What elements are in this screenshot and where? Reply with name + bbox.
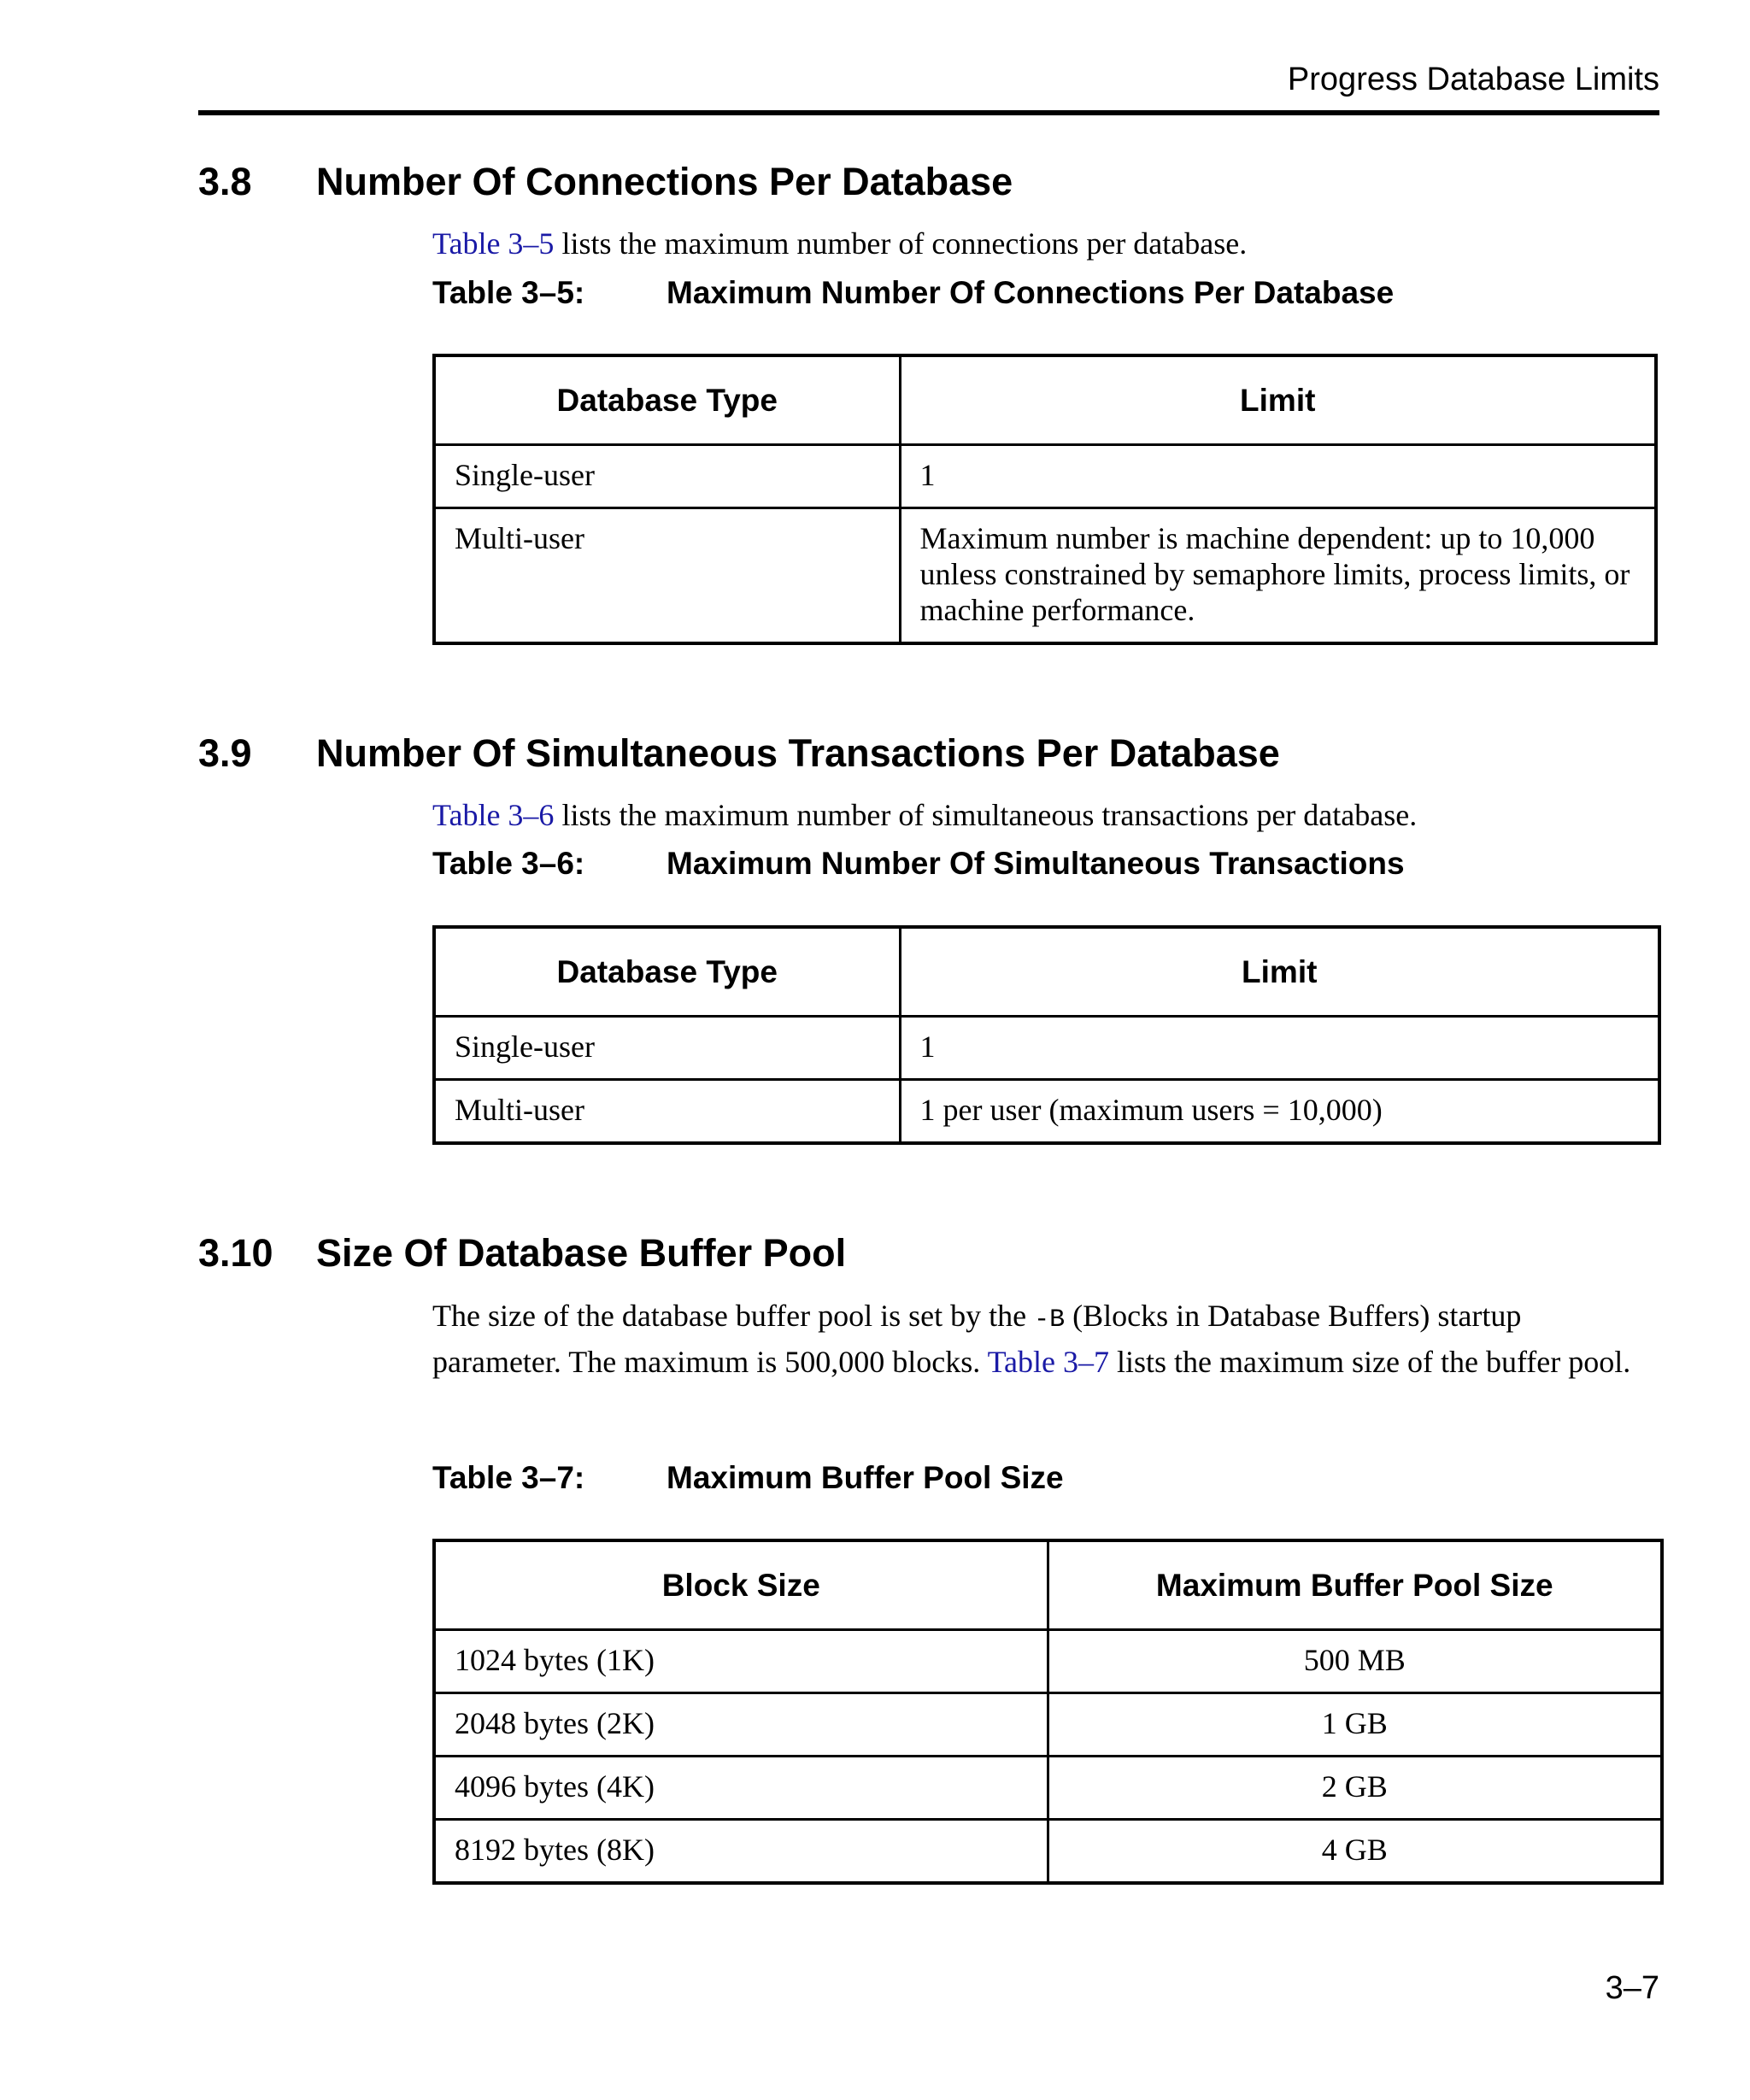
column-header: Block Size	[434, 1540, 1048, 1630]
table-row	[434, 445, 1656, 508]
caption-title: Maximum Number Of Connections Per Database	[667, 275, 1395, 310]
para-text: The size of the database buffer pool is set by the	[432, 1299, 1035, 1333]
running-head: Progress Database Limits	[1287, 62, 1659, 97]
table-cell: Single-user	[434, 445, 900, 508]
caption-number: Table 3–5:	[432, 275, 585, 310]
intro-paragraph-3-8	[432, 223, 1654, 265]
table-3-6-link[interactable]: Table 3–6	[432, 798, 555, 832]
caption-title: Maximum Buffer Pool Size	[667, 1460, 1064, 1495]
table-row	[434, 1693, 1662, 1757]
table-row	[434, 1080, 1659, 1144]
table-cell: 2 GB	[1048, 1757, 1662, 1820]
section-heading-3-9	[198, 731, 1659, 776]
caption-number: Table 3–6:	[432, 846, 585, 881]
header-rule	[198, 110, 1659, 115]
section-heading-3-10	[198, 1231, 1659, 1276]
para-text: lists the maximum size of the buffer pool.	[1109, 1345, 1631, 1379]
table-cell: 4 GB	[1048, 1820, 1662, 1884]
table-cell: 1	[900, 1017, 1659, 1080]
table-row	[434, 1820, 1662, 1884]
column-header: Maximum Buffer Pool Size	[1048, 1540, 1662, 1630]
startup-parameter-code: -B	[1034, 1305, 1066, 1334]
table-3-7-link[interactable]: Table 3–7	[987, 1345, 1110, 1379]
table-caption-3-7	[432, 1460, 1064, 1496]
section-title: Number Of Simultaneous Transactions Per Database	[316, 731, 1280, 775]
para-text: (Blocks in Database Buffers) startup parameter. The maximum is 500,000 blocks.	[432, 1299, 1522, 1379]
table-cell: Single-user	[434, 1017, 900, 1080]
table-header-row	[434, 927, 1659, 1017]
caption-number: Table 3–7:	[432, 1460, 585, 1495]
table-header-row	[434, 355, 1656, 445]
section-title: Size Of Database Buffer Pool	[316, 1231, 847, 1275]
section-number: 3.8	[198, 160, 252, 203]
transactions-table	[432, 925, 1661, 1145]
section-heading-3-8	[198, 160, 1659, 204]
page-number: 3–7	[1605, 1970, 1659, 2006]
table-caption-3-5	[432, 275, 1394, 311]
table-cell: Multi-user	[434, 1080, 900, 1144]
column-header: Limit	[900, 355, 1656, 445]
table-cell: 1 GB	[1048, 1693, 1662, 1757]
intro-paragraph-3-9	[432, 795, 1654, 836]
table-header-row	[434, 1540, 1662, 1630]
caption-title: Maximum Number Of Simultaneous Transactions	[667, 846, 1405, 881]
table-row	[434, 1017, 1659, 1080]
section-number: 3.10	[198, 1231, 273, 1275]
table-cell: 8192 bytes (8K)	[434, 1820, 1048, 1884]
intro-text: lists the maximum number of connections per database.	[554, 226, 1248, 261]
table-row	[434, 1630, 1662, 1693]
table-cell: 4096 bytes (4K)	[434, 1757, 1048, 1820]
table-row	[434, 1757, 1662, 1820]
table-cell: Maximum number is machine dependent: up to 10,000 unless constrained by semaphore limits, process limits, or machine performance.	[900, 508, 1656, 644]
section-title: Number Of Connections Per Database	[316, 160, 1013, 203]
table-caption-3-6	[432, 846, 1405, 882]
column-header: Database Type	[434, 927, 900, 1017]
table-3-5-link[interactable]: Table 3–5	[432, 226, 555, 261]
column-header: Limit	[900, 927, 1659, 1017]
table-row	[434, 508, 1656, 644]
table-cell: 1 per user (maximum users = 10,000)	[900, 1080, 1659, 1144]
connections-table	[432, 354, 1658, 645]
table-cell: 2048 bytes (2K)	[434, 1693, 1048, 1757]
buffer-pool-table	[432, 1539, 1664, 1885]
table-cell: Multi-user	[434, 508, 900, 644]
column-header: Database Type	[434, 355, 900, 445]
section-number: 3.9	[198, 731, 252, 775]
table-cell: 1024 bytes (1K)	[434, 1630, 1048, 1693]
table-cell: 1	[900, 445, 1656, 508]
intro-text: lists the maximum number of simultaneous transactions per database.	[554, 798, 1418, 832]
table-cell: 500 MB	[1048, 1630, 1662, 1693]
buffer-pool-paragraph	[432, 1295, 1654, 1383]
